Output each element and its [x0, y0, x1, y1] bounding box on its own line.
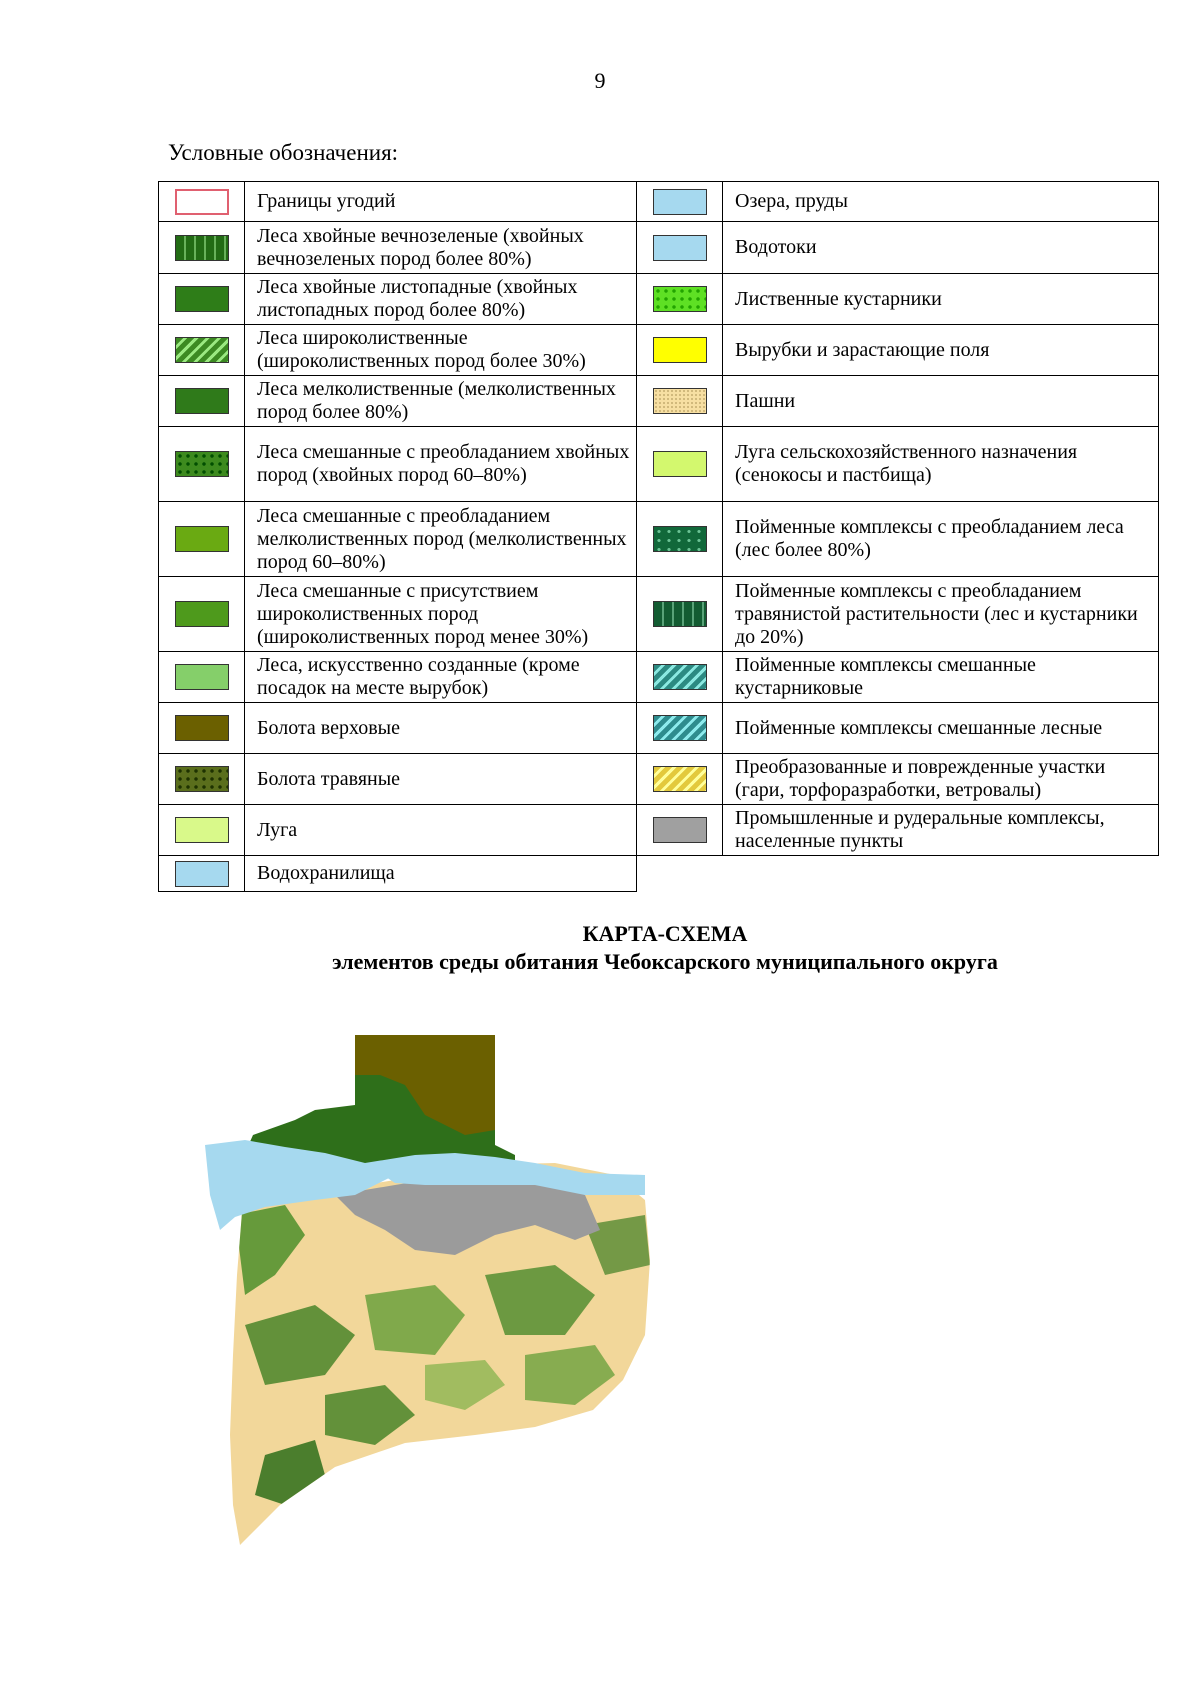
legend-label: Водохранилища — [245, 856, 637, 892]
legend-label: Леса мелколиственные (мелколиственных пород более 80%) — [245, 376, 637, 427]
legend-swatch — [653, 715, 707, 741]
habitat-map — [205, 1035, 705, 1580]
legend-empty-cell — [637, 856, 1159, 892]
legend-swatch — [653, 337, 707, 363]
legend-swatch — [175, 817, 229, 843]
legend-swatch — [653, 388, 707, 414]
legend-label: Леса широколиственные (широколиственных пород более 30%) — [245, 325, 637, 376]
legend-label: Пойменные комплексы с преобладанием леса (лес более 80%) — [723, 502, 1159, 577]
legend-label: Лиственные кустарники — [723, 274, 1159, 325]
legend-table — [158, 181, 1159, 892]
legend-label: Вырубки и зарастающие поля — [723, 325, 1159, 376]
legend-swatch — [653, 286, 707, 312]
legend-swatch — [175, 451, 229, 477]
legend-label: Луга сельскохозяйственного назначения (сенокосы и пастбища) — [723, 427, 1159, 502]
legend-swatch — [653, 817, 707, 843]
legend-label: Леса хвойные вечнозеленые (хвойных вечнозеленых пород более 80%) — [245, 222, 637, 274]
page-number: 9 — [594, 68, 606, 93]
legend-swatch — [175, 601, 229, 627]
legend-swatch — [175, 664, 229, 690]
legend-label: Границы угодий — [245, 182, 637, 222]
legend-swatch — [175, 189, 229, 215]
legend-swatch — [175, 235, 229, 261]
legend-swatch — [175, 337, 229, 363]
legend-label: Леса хвойные листопадные (хвойных листопадных пород более 80%) — [245, 274, 637, 325]
legend-swatch — [653, 451, 707, 477]
legend-label: Леса смешанные с присутствием широколиственных пород (широколиственных пород менее 30%) — [245, 577, 637, 652]
map-title-line2: элементов среды обитания Чебоксарского муниципального округа — [332, 949, 998, 974]
legend-label: Леса смешанные с преобладанием мелколиственных пород (мелколиственных пород 60–80%) — [245, 502, 637, 577]
legend-label: Луга — [245, 805, 637, 856]
map-title-line1: КАРТА-СХЕМА — [582, 921, 748, 946]
legend-label: Леса смешанные с преобладанием хвойных пород (хвойных пород 60–80%) — [245, 427, 637, 502]
legend-label: Водотоки — [723, 222, 1159, 274]
legend-label: Озера, пруды — [723, 182, 1159, 222]
legend-swatch — [653, 766, 707, 792]
legend-swatch — [175, 766, 229, 792]
legend-swatch — [653, 189, 707, 215]
legend-heading: Условные обозначения: — [168, 140, 399, 165]
legend-label: Леса, искусственно созданные (кроме посадок на месте вырубок) — [245, 652, 637, 703]
legend-swatch — [175, 286, 229, 312]
map-title — [0, 920, 1200, 976]
legend-label: Пойменные комплексы смешанные кустарниковые — [723, 652, 1159, 703]
legend-swatch — [175, 388, 229, 414]
legend-label: Болота травяные — [245, 754, 637, 805]
legend-swatch — [653, 601, 707, 627]
legend-label: Пойменные комплексы смешанные лесные — [723, 703, 1159, 754]
legend-swatch — [653, 664, 707, 690]
legend-label: Преобразованные и поврежденные участки (гари, торфоразработки, ветровалы) — [723, 754, 1159, 805]
legend-swatch — [653, 235, 707, 261]
legend-swatch — [175, 526, 229, 552]
legend-label: Промышленные и рудеральные комплексы, населенные пункты — [723, 805, 1159, 856]
legend-swatch — [653, 526, 707, 552]
legend-swatch — [175, 715, 229, 741]
legend-label: Болота верховые — [245, 703, 637, 754]
legend-swatch — [175, 861, 229, 887]
legend-label: Пашни — [723, 376, 1159, 427]
legend-label: Пойменные комплексы с преобладанием травянистой растительности (лес и кустарники до 20%) — [723, 577, 1159, 652]
